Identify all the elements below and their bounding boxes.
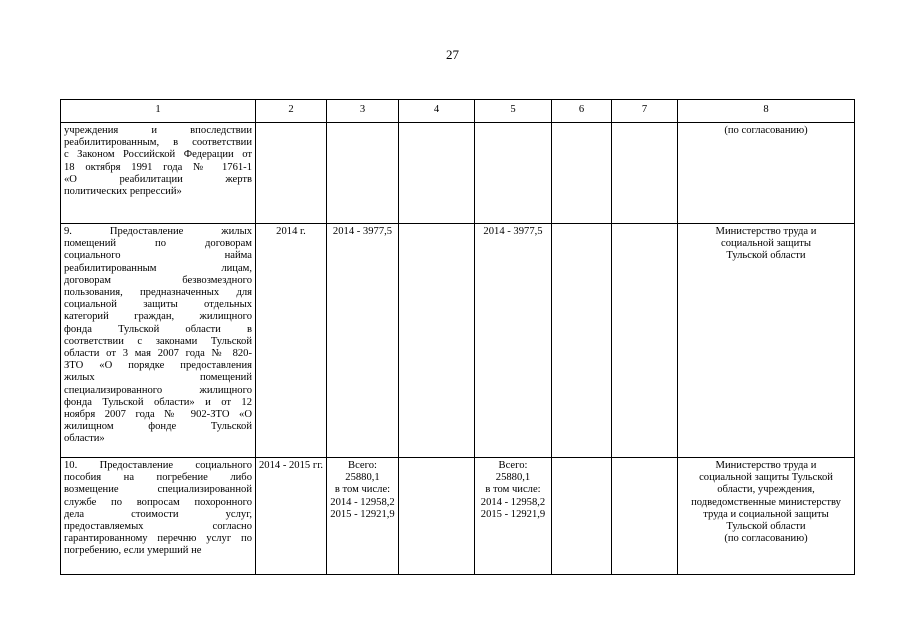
cell-line: в том числе: xyxy=(334,484,391,496)
header-cell: 7 xyxy=(612,100,678,123)
table-row xyxy=(61,123,855,224)
description-line: гарантированному перечню услуг по xyxy=(64,533,252,545)
header-cell: 5 xyxy=(475,100,552,123)
cell-line: Тульской области xyxy=(726,521,806,533)
table-row xyxy=(61,224,855,458)
header-cell: 1 xyxy=(61,100,256,123)
executor-cell xyxy=(678,224,855,458)
description-line: погребению, если умерший не xyxy=(64,545,202,557)
cell-line: области, учреждения, xyxy=(717,484,815,496)
total-funding-cell xyxy=(327,458,399,575)
other-sources-cell xyxy=(612,224,678,458)
header-row xyxy=(61,100,855,123)
cell-line: (по согласованию) xyxy=(724,533,808,545)
cell-line: труда и социальной защиты xyxy=(703,508,829,520)
cell-line: в том числе: xyxy=(485,484,541,496)
cell-line: 2015 - 12921,9 xyxy=(480,508,546,520)
regional-budget-cell xyxy=(475,458,552,575)
federal-budget-cell xyxy=(399,123,475,224)
description-line: ЗТО «О порядке предоставления xyxy=(64,360,252,372)
description-line: фонда Тульской области» и от 12 xyxy=(64,396,252,408)
description-line: службе по вопросам похоронного xyxy=(64,496,252,508)
cell-line: Министерство труда и xyxy=(715,460,817,471)
cell-line: социальной защиты Тульской xyxy=(699,472,833,484)
executor-cell xyxy=(678,458,855,575)
description-line: учреждения и впоследствии xyxy=(64,125,252,136)
regional-budget-cell xyxy=(475,123,552,224)
description-line: «О реабилитации жертв xyxy=(64,173,252,185)
cell-line: 2014 - 12958,2 xyxy=(480,496,546,508)
federal-budget-cell xyxy=(399,458,475,575)
header-cell: 4 xyxy=(399,100,475,123)
description-line: фонда Тульской области в xyxy=(64,323,252,335)
total-funding-cell xyxy=(327,123,399,224)
description-line: области» xyxy=(64,433,105,445)
description-line: категорий граждан, жилищного xyxy=(64,311,252,323)
description-line: 10. Предоставление социального xyxy=(64,460,252,471)
header-cell: 2 xyxy=(256,100,327,123)
other-sources-cell xyxy=(612,458,678,575)
cell-line: (по согласованию) xyxy=(724,125,808,136)
description-line: 18 октября 1991 года № 1761-1 xyxy=(64,161,252,173)
description-line: соответствии с законами Тульской xyxy=(64,335,252,347)
description-line: политических репрессий» xyxy=(64,186,182,198)
description-line: дела стоимости услуг, xyxy=(64,508,252,520)
header-cell: 3 xyxy=(327,100,399,123)
description-line: социального найма xyxy=(64,250,252,262)
cell-line: 2014 - 12958,2 xyxy=(330,496,395,508)
description-line: реабилитированным, в соответствии xyxy=(64,137,252,149)
description-line: ноября 2007 года № 902-ЗТО «О xyxy=(64,409,252,421)
description-line: возмещение специализированной xyxy=(64,484,252,496)
description-line: реабилитированным лицам, xyxy=(64,262,252,274)
measure-description-cell xyxy=(61,123,256,224)
period-cell: 2014 - 2015 гг. xyxy=(256,458,327,575)
description-line: специализированного жилищного xyxy=(64,384,252,396)
description-line: жилых помещений xyxy=(64,372,252,384)
measure-description-cell xyxy=(61,224,256,458)
cell-line: 2014 - 3977,5 xyxy=(483,226,543,237)
local-budget-cell xyxy=(552,123,612,224)
description-line: жилищном фонде Тульской xyxy=(64,421,252,433)
cell-line: 25880,1 xyxy=(345,472,380,484)
description-line: пособия на погребение либо xyxy=(64,472,252,484)
description-line: пользования, предназначенных для xyxy=(64,287,252,299)
description-line: предоставляемых согласно xyxy=(64,521,252,533)
cell-line: 2015 - 12921,9 xyxy=(330,508,395,520)
executor-cell xyxy=(678,123,855,224)
other-sources-cell xyxy=(612,123,678,224)
cell-line: Тульской области xyxy=(726,250,806,262)
description-line: 9. Предоставление жилых xyxy=(64,226,252,237)
period-cell: 2014 г. xyxy=(256,224,327,458)
cell-line: Министерство труда и xyxy=(715,226,817,237)
measure-description-cell xyxy=(61,458,256,575)
header-cell: 8 xyxy=(678,100,855,123)
cell-line: Всего: xyxy=(498,460,528,471)
page-number: 27 xyxy=(446,47,459,62)
table-row xyxy=(61,458,855,575)
local-budget-cell xyxy=(552,458,612,575)
description-line: договорам безвозмездного xyxy=(64,274,252,286)
total-funding-cell xyxy=(327,224,399,458)
description-line: области от 3 мая 2007 года № 820- xyxy=(64,348,252,360)
cell-line: Всего: xyxy=(348,460,377,471)
federal-budget-cell xyxy=(399,224,475,458)
cell-line: 2014 - 3977,5 xyxy=(332,226,393,237)
cell-line: подведомственные министерству xyxy=(691,496,841,508)
cell-line: 25880,1 xyxy=(495,472,531,484)
header-cell: 6 xyxy=(552,100,612,123)
regional-budget-cell xyxy=(475,224,552,458)
cell-line: социальной защиты xyxy=(721,238,811,250)
description-line: социальной защиты отдельных xyxy=(64,299,252,311)
data-table xyxy=(60,99,855,575)
description-line: с Законом Российской Федерации от xyxy=(64,149,252,161)
period-cell xyxy=(256,123,327,224)
local-budget-cell xyxy=(552,224,612,458)
description-line: помещений по договорам xyxy=(64,238,252,250)
